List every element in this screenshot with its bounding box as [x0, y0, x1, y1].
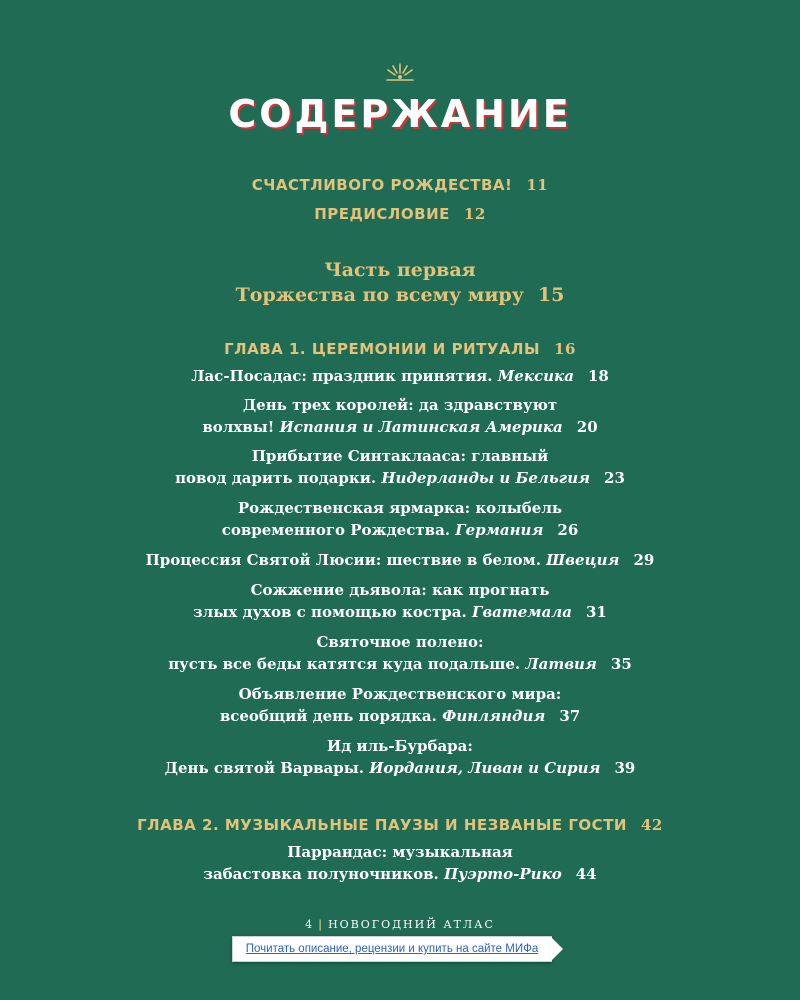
- toc-page-number: 39: [614, 759, 636, 777]
- entry-country: Иордания, Ливан и Сирия: [369, 759, 601, 777]
- entry-text: волхвы!: [202, 418, 280, 436]
- toc-entry: [0, 603, 800, 621]
- toc-entry-line: Прибытие Синтаклааса: главный: [251, 447, 549, 465]
- chapter-heading-2: [0, 816, 800, 834]
- buy-link[interactable]: Почитать описание, рецензии и купить на сайте МИФа: [245, 943, 539, 955]
- entry-text: День святой Варвары.: [164, 759, 370, 777]
- toc-entry: [0, 865, 800, 883]
- toc-entry: [0, 655, 800, 673]
- entry-text: всеобщий день порядка.: [219, 707, 443, 725]
- entry-country: Германия: [455, 521, 544, 539]
- entry-text: Процессия Святой Люсии: шествие в белом.: [145, 551, 547, 569]
- page-footer: [0, 918, 800, 931]
- toc-page-number: 23: [604, 469, 625, 487]
- toc-page-number: 35: [610, 655, 632, 673]
- entry-country: Латвия: [525, 655, 597, 673]
- entry-country: Испания и Латинская Америка: [279, 418, 563, 436]
- toc-entry: [0, 521, 800, 539]
- chapter-heading-1: [0, 340, 800, 358]
- toc-page-number: 29: [633, 551, 655, 569]
- toc-page-number: 20: [576, 418, 598, 436]
- entry-text: забастовка полуночников.: [203, 865, 444, 883]
- toc-page-number: 12: [463, 205, 486, 223]
- toc-entry: [0, 469, 800, 487]
- entry-country: Финляндия: [442, 707, 546, 725]
- toc-page-number: 15: [537, 284, 565, 306]
- entry-text: злых духов с помощью костра.: [193, 603, 472, 621]
- entry-country: Швеция: [546, 551, 620, 569]
- toc-entry-label: ПРЕДИСЛОВИЕ: [314, 205, 450, 223]
- toc-page-number: 18: [587, 367, 609, 385]
- starburst-ornament-icon: [375, 60, 425, 86]
- toc-entry-greeting: [0, 176, 800, 194]
- entry-country: Гватемала: [471, 603, 572, 621]
- toc-entry-line: Святочное полено:: [316, 633, 484, 651]
- toc-entry-line: Ид иль-Бурбара:: [327, 737, 473, 755]
- entry-text: Лас-Посадас: праздник принятия.: [191, 367, 498, 385]
- toc-page-number: 31: [586, 603, 607, 621]
- toc-entry: [0, 759, 800, 777]
- chapter-label: ГЛАВА 1. ЦЕРЕМОНИИ И РИТУАЛЫ: [224, 340, 541, 358]
- part-heading-line2: [0, 284, 800, 306]
- toc-page-number: 37: [559, 707, 581, 725]
- entry-country: Пуэрто-Рико: [443, 865, 562, 883]
- toc-page-number: 11: [526, 176, 549, 194]
- entry-text: повод дарить подарки.: [175, 469, 382, 487]
- toc-entry-line: Паррандас: музыкальная: [287, 843, 513, 861]
- toc-entry-line: Рождественская ярмарка: колыбель: [237, 499, 563, 517]
- part-title: Торжества по всему миру: [235, 284, 524, 306]
- toc-page-number: 42: [640, 816, 663, 834]
- footer-separator: |: [318, 918, 325, 931]
- toc-entry: [0, 367, 800, 385]
- toc-entry-line: Сожжение дьявола: как прогнать: [250, 581, 550, 599]
- footer-page-number: 4: [305, 918, 315, 931]
- entry-text: пусть все беды катятся куда подальше.: [168, 655, 526, 673]
- toc-page-number: 44: [575, 865, 597, 883]
- toc-entry-label: СЧАСТЛИВОГО РОЖДЕСТВА!: [251, 176, 513, 194]
- toc-entry: [0, 707, 800, 725]
- toc-entry-preface: [0, 205, 800, 223]
- banner-arrow-tip: [551, 937, 563, 961]
- buy-link-banner: [232, 936, 552, 962]
- entry-country: Мексика: [497, 367, 574, 385]
- entry-text: современного Рождества.: [221, 521, 456, 539]
- toc-entry-line: День трех королей: да здравствуют: [242, 396, 558, 414]
- page-title: СОДЕРЖАНИЕ: [228, 92, 572, 136]
- entry-country: Нидерланды и Бельгия: [381, 469, 591, 487]
- footer-book-title: НОВОГОДНИЙ АТЛАС: [328, 918, 495, 931]
- toc-page-number: 26: [557, 521, 579, 539]
- toc-entry: [0, 418, 800, 436]
- toc-page-number: 16: [554, 340, 576, 358]
- toc-entry: [0, 551, 800, 569]
- part-heading-line1: Часть первая: [324, 259, 476, 281]
- toc-entry-line: Объявление Рождественского мира:: [238, 685, 562, 703]
- chapter-label: ГЛАВА 2. МУЗЫКАЛЬНЫЕ ПАУЗЫ И НЕЗВАНЫЕ ГОСТИ: [137, 816, 627, 834]
